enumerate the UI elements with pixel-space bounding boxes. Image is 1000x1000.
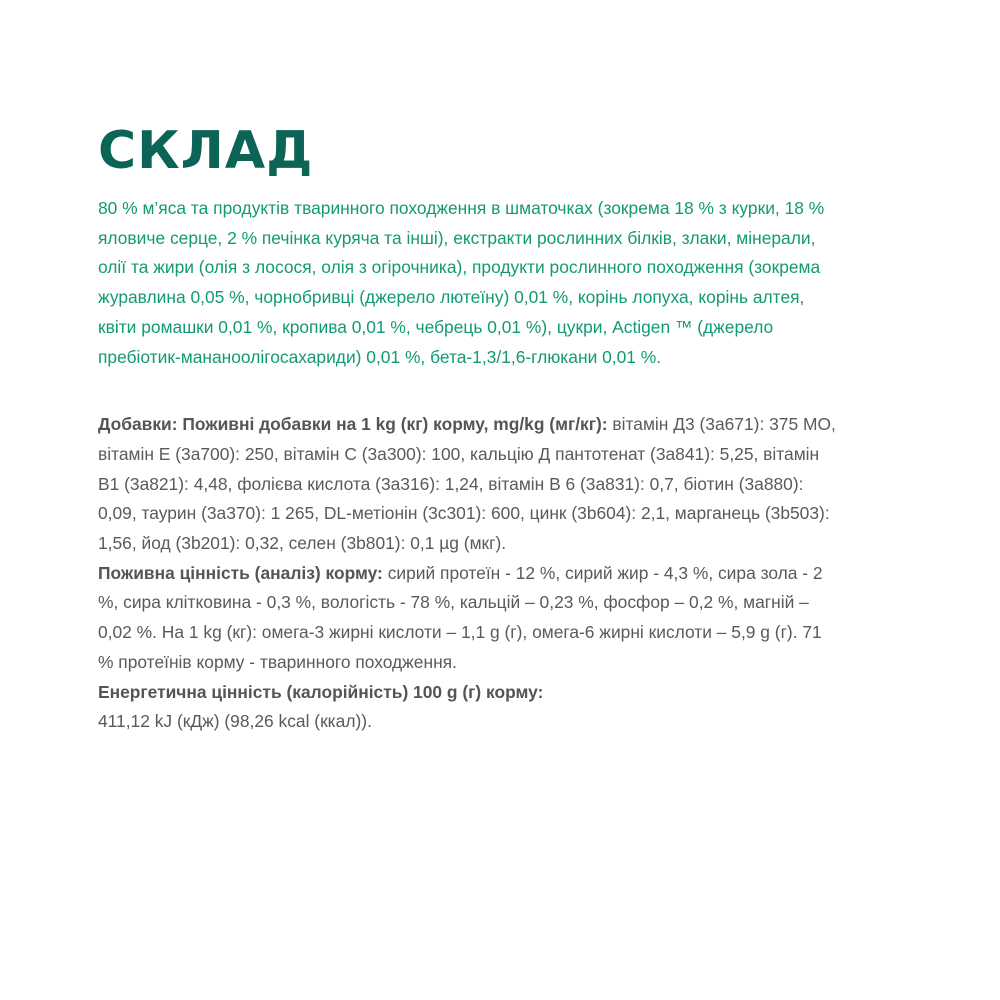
nutrition-text: сирий протеїн - 12 %, сирий жир - 4,3 %, сира зола - 2 %, сира клітковина - 0,3 %, вологість - 78 %, кальцій – 0,23 %, фосфор – 0,2 %, магній – 0,02 %. На 1 kg (кг): омега-3 жирні кислоти – 1,1 g (г), омега-6 жирні кислоти – 5,9 g (г). 71 % протеїнів корму - тваринного походження. [98,562,823,672]
composition-page [98,120,838,737]
energy-label: Енергетична цінність (калорійність) 100 g (г) корму: [98,681,544,702]
nutrition-paragraph [98,559,838,678]
composition-text: 80 % м’яса та продуктів тваринного походження в шматочках (зокрема 18 % з курки, 18 % яловиче серце, 2 % печінка куряча та інші), екстракти рослинних білків, злаки, мінерали, олії та жири (олія з лосося, олія з огірочника), продукти рослинного походження (зокрема журавлина 0,05 %, чорнобривці (джерело лютеїну) 0,01 %, корінь лопуха, корінь алтея, квіти ромашки 0,01 %, кропива 0,01 %, чебрець 0,01 %), цукри, Actigen ™ (джерело пребіотик-мананоолігосахариди) 0,01 %, бета-1,3/1,6-глюкани 0,01 %. [98,198,825,367]
additives-paragraph [98,410,838,559]
additives-label: Добавки: Поживні добавки на 1 kg (кг) корму, mg/kg (мг/кг): [98,414,608,435]
energy-paragraph [98,678,838,737]
additives-text: вітамін Д3 (3а671): 375 МО, вітамін Е (3а700): 250, вітамін С (3а300): 100, кальцію Д пантотенат (3а841): 5,25, вітамін В1 (3а821): 4,48, фолієва кислота (3а316): 1,24, вітамін В 6 (3а831): 0,7, біотин (3а880): 0,09, таурин (3а370): 1 265, DL-метіонін (3с301): 600, цинк (3b604): 2,1, марганець (3b503): 1,56, йод (3b201): 0,32, селен (3b801): 0,1 µg (мкг). [98,414,836,554]
nutrition-label: Поживна цінність (аналіз) корму: [98,562,383,583]
additives-section [98,410,838,737]
page-title: СКЛАД [98,121,314,181]
energy-text: 411,12 kJ (кДж) (98,26 kcal (ккал)). [98,711,372,732]
